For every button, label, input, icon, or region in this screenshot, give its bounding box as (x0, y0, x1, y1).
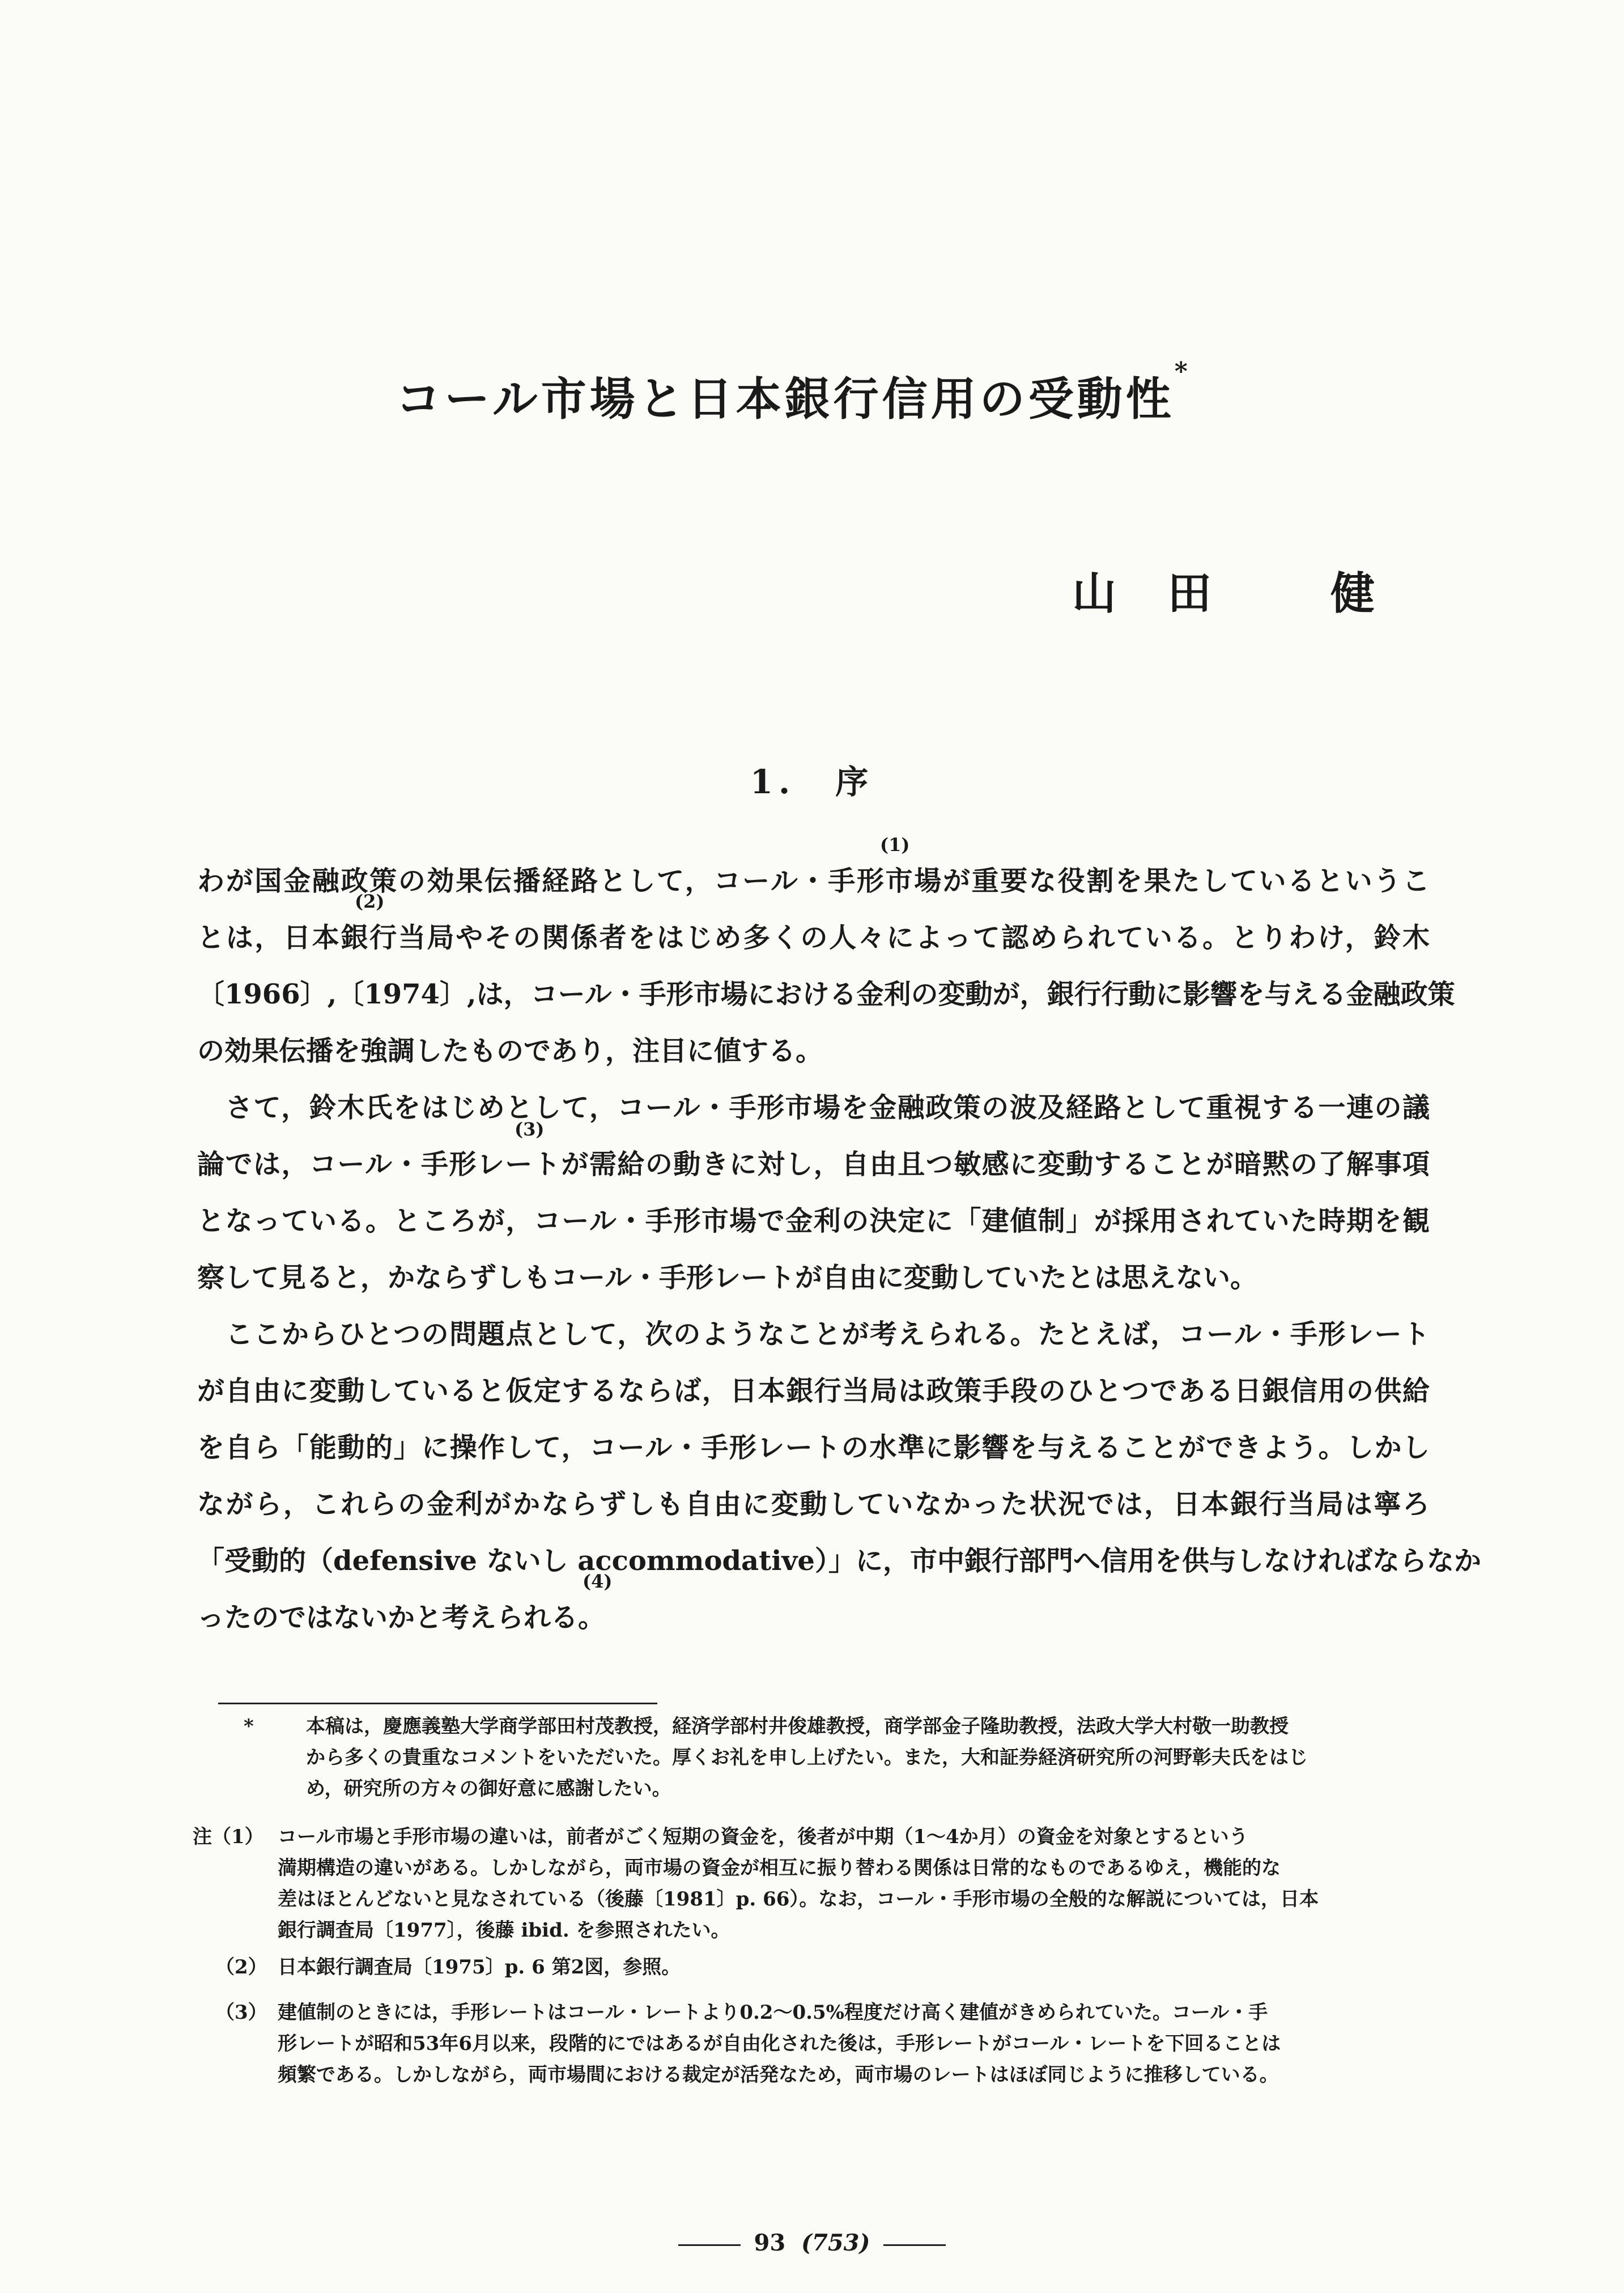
title-text: コール市場と日本銀行信用の受動性 (396, 372, 1175, 426)
page-number-value: 93 (754, 2230, 786, 2256)
paragraph-2 (197, 1079, 1430, 1306)
text-line: となっている。ところが，コール・手形市場で金利の決定に「建値制」が採用されていた時期を観 (197, 1205, 1430, 1237)
footnote-line: 銀行調査局〔1977〕，後藤 ibid. を参照されたい。 (278, 1919, 730, 1942)
footnote-marker-2: (2) (355, 891, 385, 912)
text-line: さて，鈴木氏をはじめとして，コール・手形市場を金融政策の波及経路として重視する一連の議 (226, 1092, 1430, 1124)
page-number (0, 2230, 1624, 2256)
footnote-divider (218, 1703, 657, 1704)
text-line: ったのではないかと考えられる。 (197, 1602, 606, 1633)
section-heading (0, 755, 1624, 803)
author-given: 健 (1330, 568, 1375, 619)
footnote-mark: 注（1） (193, 1826, 264, 1848)
text-line: 「受動的（defensive ないし accommodative）」に，市中銀行部門へ信用を供与しなければならなか (197, 1545, 1481, 1577)
footnote-line: 本稿は，慶應義塾大学商学部田村茂教授，経済学部村井俊雄教授，商学部金子隆助教授，法政大学大村敬一助教授 (306, 1715, 1289, 1738)
footnote-marker-1: (1) (880, 834, 910, 856)
footnote-line: 建値制のときには，手形レートはコール・レートより0.2～0.5%程度だけ高く建値がきめられていた。コール・手 (278, 2001, 1268, 2024)
author-name (1072, 558, 1375, 622)
footnote-line: 形レートが昭和53年6月以来，段階的にではあるが自由化された後は，手形レートがコール・レートを下回ることは (278, 2032, 1281, 2055)
text-line: 論では，コール・手形レートが需給の動きに対し，自由且つ敏感に変動することが暗黙の了解事項 (197, 1148, 1430, 1180)
footnote-line: コール市場と手形市場の違いは，前者がごく短期の資金を，後者が中期（1～4か月）の資金を対象とするという (278, 1826, 1248, 1848)
paragraph-1 (197, 853, 1455, 1079)
footnote-line: 日本銀行調査局〔1975〕p. 6 第2図，参照。 (278, 1956, 681, 1979)
footnote-marker-3: (3) (515, 1118, 545, 1140)
text-line: わが国金融政策の効果伝播経路として，コール・手形市場が重要な役割を果たしているというこ (197, 865, 1430, 897)
page-number-dash (883, 2244, 946, 2246)
footnote-mark: （3） (215, 2001, 267, 2024)
page-number-dash (678, 2244, 741, 2246)
section-number: 1. (750, 763, 796, 801)
text-line: が自由に変動していると仮定するならば，日本銀行当局は政策手段のひとつである日銀信用の供給 (197, 1375, 1430, 1407)
footnote-line: 満期構造の違いがある。しかしながら，両市場の資金が相互に振り替わる関係は日常的なものであるゆえ，機能的な (278, 1857, 1281, 1879)
text-line: を自ら「能動的」に操作して，コール・手形レートの水準に影響を与えることができよう。しかし (197, 1432, 1430, 1464)
body-text (197, 834, 1481, 1646)
author-family-1: 山 (1072, 568, 1116, 619)
footnote-line: 頻繁である。しかしながら，両市場間における裁定が活発なため，両市場のレートはほぼ同じように推移している。 (278, 2064, 1279, 2086)
footnote-line: から多くの貴重なコメントをいただいた。厚くお礼を申し上げたい。また，大和証券経済研究所の河野彰夫氏をはじ (306, 1746, 1308, 1769)
text-line: 察して見ると，かならずしもコール・手形レートが自由に変動していたとは思えない。 (197, 1262, 1258, 1294)
author-family-2: 田 (1167, 568, 1211, 619)
footnote-mark: * (244, 1715, 254, 1738)
page-number-original: (753) (801, 2230, 870, 2256)
section-title: 序 (835, 763, 874, 801)
paragraph-3 (197, 1306, 1481, 1646)
text-line: とは，日本銀行当局やその関係者をはじめ多くの人々によって認められている。とりわけ，鈴木 (197, 922, 1430, 954)
footnote-line: め，研究所の方々の御好意に感謝したい。 (306, 1777, 671, 1800)
footnote-marker-4: (4) (583, 1571, 613, 1592)
title-footnote-mark: * (1174, 357, 1191, 386)
text-line: ここからひとつの問題点として，次のようなことが考えられる。たとえば，コール・手形レート (226, 1318, 1430, 1350)
paper-title (283, 357, 1303, 428)
text-line: ながら，これらの金利がかならずしも自由に変動していなかった状況では，日本銀行当局は寧ろ (197, 1488, 1430, 1520)
text-line: の効果伝播を強調したものであり，注目に値する。 (197, 1035, 823, 1067)
text-line: 〔1966〕,〔1974〕,は，コール・手形市場における金利の変動が，銀行行動に影響を与える金融政策 (197, 979, 1455, 1010)
footnote-mark: （2） (215, 1956, 267, 1979)
footnote-line: 差はほとんどないと見なされている（後藤〔1981〕p. 66）。なお，コール・手形市場の全般的な解説については，日本 (278, 1888, 1319, 1911)
